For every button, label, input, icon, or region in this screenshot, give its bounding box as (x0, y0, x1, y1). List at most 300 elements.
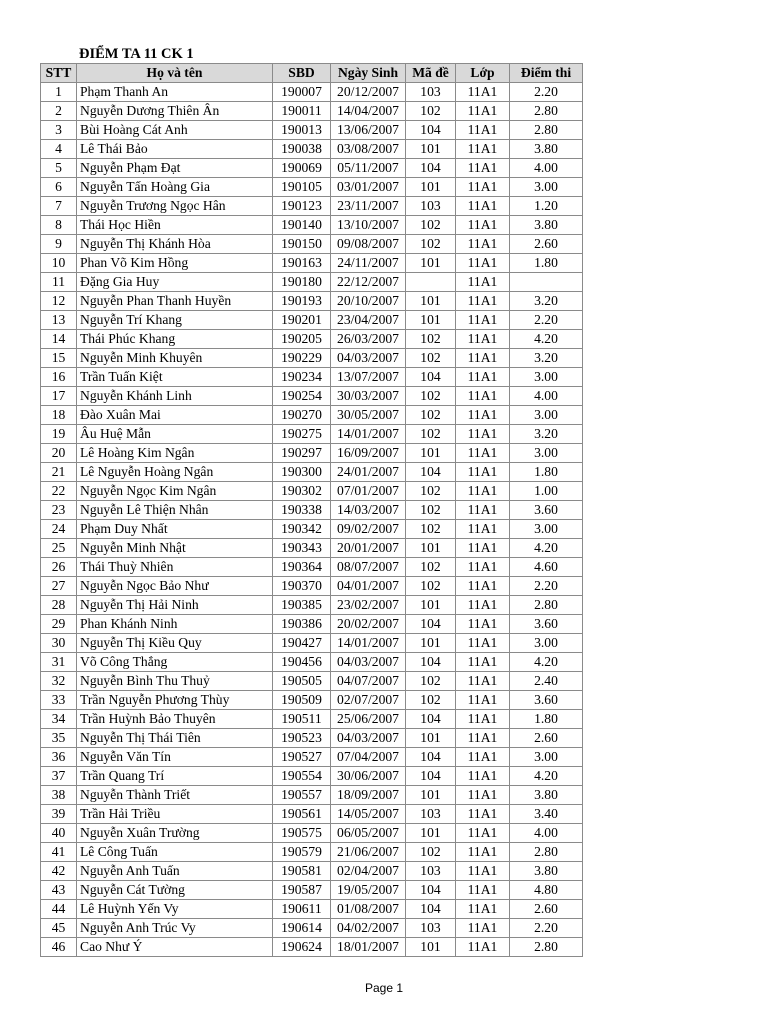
name-cell: Âu Huệ Mẫn (77, 425, 273, 444)
name-cell: Phạm Duy Nhất (77, 520, 273, 539)
birthdate-cell: 25/06/2007 (331, 710, 406, 729)
birthdate-cell: 19/05/2007 (331, 881, 406, 900)
sbd-cell: 190614 (273, 919, 331, 938)
score-cell: 2.80 (510, 121, 583, 140)
stt-cell: 30 (41, 634, 77, 653)
score-cell: 3.60 (510, 691, 583, 710)
birthdate-cell: 03/08/2007 (331, 140, 406, 159)
sbd-cell: 190205 (273, 330, 331, 349)
class-cell: 11A1 (456, 254, 510, 273)
name-cell: Trần Huỳnh Bảo Thuyên (77, 710, 273, 729)
header-exam-code: Mã đề (406, 64, 456, 83)
sbd-cell: 190364 (273, 558, 331, 577)
sbd-cell: 190302 (273, 482, 331, 501)
score-cell: 1.80 (510, 463, 583, 482)
name-cell: Trần Tuấn Kiệt (77, 368, 273, 387)
sbd-cell: 190505 (273, 672, 331, 691)
score-cell: 2.80 (510, 843, 583, 862)
stt-cell: 1 (41, 83, 77, 102)
birthdate-cell: 04/01/2007 (331, 577, 406, 596)
exam-code-cell: 104 (406, 159, 456, 178)
sbd-cell: 190201 (273, 311, 331, 330)
class-cell: 11A1 (456, 83, 510, 102)
birthdate-cell: 30/06/2007 (331, 767, 406, 786)
score-cell: 2.60 (510, 729, 583, 748)
score-cell: 2.20 (510, 311, 583, 330)
table-row (41, 425, 583, 444)
stt-cell: 3 (41, 121, 77, 140)
class-cell: 11A1 (456, 121, 510, 140)
score-cell: 2.80 (510, 938, 583, 957)
class-cell: 11A1 (456, 406, 510, 425)
class-cell: 11A1 (456, 159, 510, 178)
score-cell: 4.60 (510, 558, 583, 577)
stt-cell: 21 (41, 463, 77, 482)
stt-cell: 12 (41, 292, 77, 311)
class-cell: 11A1 (456, 387, 510, 406)
sbd-cell: 190581 (273, 862, 331, 881)
exam-code-cell: 102 (406, 672, 456, 691)
score-cell: 3.80 (510, 140, 583, 159)
table-row (41, 843, 583, 862)
stt-cell: 41 (41, 843, 77, 862)
stt-cell: 13 (41, 311, 77, 330)
sbd-cell: 190523 (273, 729, 331, 748)
score-cell: 1.80 (510, 254, 583, 273)
birthdate-cell: 30/05/2007 (331, 406, 406, 425)
table-row (41, 862, 583, 881)
birthdate-cell: 23/11/2007 (331, 197, 406, 216)
stt-cell: 15 (41, 349, 77, 368)
name-cell: Nguyễn Trí Khang (77, 311, 273, 330)
class-cell: 11A1 (456, 178, 510, 197)
stt-cell: 6 (41, 178, 77, 197)
name-cell: Võ Công Thắng (77, 653, 273, 672)
stt-cell: 10 (41, 254, 77, 273)
table-row (41, 330, 583, 349)
birthdate-cell: 03/01/2007 (331, 178, 406, 197)
name-cell: Lê Hoàng Kim Ngân (77, 444, 273, 463)
score-cell: 3.20 (510, 292, 583, 311)
table-row (41, 577, 583, 596)
stt-cell: 46 (41, 938, 77, 957)
exam-code-cell: 101 (406, 292, 456, 311)
exam-code-cell: 101 (406, 596, 456, 615)
name-cell: Nguyễn Phan Thanh Huyền (77, 292, 273, 311)
stt-cell: 42 (41, 862, 77, 881)
stt-cell: 9 (41, 235, 77, 254)
header-name: Họ và tên (77, 64, 273, 83)
exam-code-cell: 104 (406, 615, 456, 634)
class-cell: 11A1 (456, 634, 510, 653)
class-cell: 11A1 (456, 235, 510, 254)
stt-cell: 36 (41, 748, 77, 767)
table-row (41, 406, 583, 425)
header-class: Lớp (456, 64, 510, 83)
table-row (41, 159, 583, 178)
class-cell: 11A1 (456, 368, 510, 387)
table-row (41, 672, 583, 691)
stt-cell: 34 (41, 710, 77, 729)
birthdate-cell: 14/04/2007 (331, 102, 406, 121)
sbd-cell: 190150 (273, 235, 331, 254)
table-row (41, 349, 583, 368)
class-cell: 11A1 (456, 729, 510, 748)
score-cell: 3.00 (510, 748, 583, 767)
score-cell: 2.20 (510, 83, 583, 102)
stt-cell: 22 (41, 482, 77, 501)
table-row (41, 634, 583, 653)
exam-code-cell: 102 (406, 425, 456, 444)
sbd-cell: 190038 (273, 140, 331, 159)
sbd-cell: 190511 (273, 710, 331, 729)
stt-cell: 7 (41, 197, 77, 216)
name-cell: Cao Như Ý (77, 938, 273, 957)
score-cell: 3.80 (510, 862, 583, 881)
table-row (41, 539, 583, 558)
name-cell: Nguyễn Thị Kiều Quy (77, 634, 273, 653)
exam-code-cell: 104 (406, 653, 456, 672)
birthdate-cell: 04/03/2007 (331, 349, 406, 368)
exam-code-cell: 104 (406, 463, 456, 482)
table-row (41, 292, 583, 311)
sbd-cell: 190587 (273, 881, 331, 900)
name-cell: Nguyễn Thị Hải Ninh (77, 596, 273, 615)
table-row (41, 520, 583, 539)
birthdate-cell: 23/04/2007 (331, 311, 406, 330)
table-row (41, 235, 583, 254)
exam-code-cell: 102 (406, 482, 456, 501)
birthdate-cell: 07/04/2007 (331, 748, 406, 767)
table-row (41, 501, 583, 520)
class-cell: 11A1 (456, 140, 510, 159)
birthdate-cell: 20/01/2007 (331, 539, 406, 558)
stt-cell: 29 (41, 615, 77, 634)
name-cell: Phan Võ Kim Hồng (77, 254, 273, 273)
exam-code-cell: 101 (406, 729, 456, 748)
sbd-cell: 190069 (273, 159, 331, 178)
class-cell: 11A1 (456, 311, 510, 330)
stt-cell: 18 (41, 406, 77, 425)
score-cell: 4.80 (510, 881, 583, 900)
sbd-cell: 190007 (273, 83, 331, 102)
birthdate-cell: 13/10/2007 (331, 216, 406, 235)
exam-code-cell: 102 (406, 349, 456, 368)
name-cell: Lê Nguyễn Hoàng Ngân (77, 463, 273, 482)
class-cell: 11A1 (456, 805, 510, 824)
table-row (41, 463, 583, 482)
exam-code-cell: 103 (406, 197, 456, 216)
score-cell: 3.20 (510, 425, 583, 444)
table-row (41, 881, 583, 900)
name-cell: Nguyễn Bình Thu Thuỷ (77, 672, 273, 691)
sbd-cell: 190527 (273, 748, 331, 767)
sbd-cell: 190229 (273, 349, 331, 368)
stt-cell: 14 (41, 330, 77, 349)
sbd-cell: 190342 (273, 520, 331, 539)
exam-code-cell: 104 (406, 881, 456, 900)
header-stt: STT (41, 64, 77, 83)
sbd-cell: 190611 (273, 900, 331, 919)
class-cell: 11A1 (456, 216, 510, 235)
table-row (41, 197, 583, 216)
score-cell: 3.80 (510, 216, 583, 235)
exam-code-cell: 101 (406, 824, 456, 843)
exam-code-cell: 101 (406, 938, 456, 957)
sbd-cell: 190275 (273, 425, 331, 444)
name-cell: Nguyễn Xuân Trường (77, 824, 273, 843)
sbd-cell: 190123 (273, 197, 331, 216)
exam-code-cell (406, 273, 456, 292)
exam-code-cell: 101 (406, 140, 456, 159)
name-cell: Trần Hải Triều (77, 805, 273, 824)
exam-code-cell: 101 (406, 178, 456, 197)
stt-cell: 35 (41, 729, 77, 748)
score-cell: 3.00 (510, 520, 583, 539)
class-cell: 11A1 (456, 596, 510, 615)
class-cell: 11A1 (456, 444, 510, 463)
score-cell: 3.60 (510, 501, 583, 520)
stt-cell: 37 (41, 767, 77, 786)
sbd-cell: 190343 (273, 539, 331, 558)
sbd-cell: 190180 (273, 273, 331, 292)
stt-cell: 17 (41, 387, 77, 406)
stt-cell: 24 (41, 520, 77, 539)
table-row (41, 938, 583, 957)
exam-code-cell: 101 (406, 786, 456, 805)
class-cell: 11A1 (456, 482, 510, 501)
table-row (41, 824, 583, 843)
table-row (41, 710, 583, 729)
table-row (41, 653, 583, 672)
sbd-cell: 190193 (273, 292, 331, 311)
birthdate-cell: 24/01/2007 (331, 463, 406, 482)
birthdate-cell: 04/03/2007 (331, 729, 406, 748)
table-row (41, 140, 583, 159)
stt-cell: 11 (41, 273, 77, 292)
header-row (41, 64, 583, 83)
class-cell: 11A1 (456, 615, 510, 634)
header-sbd: SBD (273, 64, 331, 83)
birthdate-cell: 05/11/2007 (331, 159, 406, 178)
class-cell: 11A1 (456, 843, 510, 862)
name-cell: Nguyễn Cát Tường (77, 881, 273, 900)
header-score: Điểm thi (510, 64, 583, 83)
stt-cell: 39 (41, 805, 77, 824)
exam-code-cell: 103 (406, 919, 456, 938)
birthdate-cell: 20/02/2007 (331, 615, 406, 634)
score-cell: 1.20 (510, 197, 583, 216)
sbd-cell: 190386 (273, 615, 331, 634)
sbd-cell: 190427 (273, 634, 331, 653)
table-row (41, 919, 583, 938)
score-cell: 3.00 (510, 406, 583, 425)
sbd-cell: 190509 (273, 691, 331, 710)
score-cell: 2.20 (510, 919, 583, 938)
stt-cell: 45 (41, 919, 77, 938)
class-cell: 11A1 (456, 539, 510, 558)
exam-code-cell: 101 (406, 444, 456, 463)
score-cell: 4.20 (510, 653, 583, 672)
exam-code-cell: 102 (406, 843, 456, 862)
name-cell: Lê Huỳnh Yến Vy (77, 900, 273, 919)
score-cell: 4.20 (510, 767, 583, 786)
sbd-cell: 190013 (273, 121, 331, 140)
stt-cell: 4 (41, 140, 77, 159)
score-cell: 3.40 (510, 805, 583, 824)
stt-cell: 19 (41, 425, 77, 444)
name-cell: Lê Thái Bảo (77, 140, 273, 159)
birthdate-cell: 20/10/2007 (331, 292, 406, 311)
class-cell: 11A1 (456, 102, 510, 121)
exam-code-cell: 102 (406, 330, 456, 349)
class-cell: 11A1 (456, 577, 510, 596)
birthdate-cell: 14/01/2007 (331, 634, 406, 653)
name-cell: Nguyễn Dương Thiên Ân (77, 102, 273, 121)
sbd-cell: 190370 (273, 577, 331, 596)
birthdate-cell: 26/03/2007 (331, 330, 406, 349)
name-cell: Lê Công Tuấn (77, 843, 273, 862)
exam-code-cell: 102 (406, 577, 456, 596)
sbd-cell: 190254 (273, 387, 331, 406)
sbd-cell: 190579 (273, 843, 331, 862)
name-cell: Nguyễn Thị Khánh Hòa (77, 235, 273, 254)
score-cell: 2.20 (510, 577, 583, 596)
score-cell: 2.60 (510, 900, 583, 919)
birthdate-cell: 06/05/2007 (331, 824, 406, 843)
class-cell: 11A1 (456, 748, 510, 767)
table-row (41, 444, 583, 463)
stt-cell: 32 (41, 672, 77, 691)
exam-code-cell: 101 (406, 254, 456, 273)
sbd-cell: 190163 (273, 254, 331, 273)
name-cell: Nguyễn Minh Khuyên (77, 349, 273, 368)
class-cell: 11A1 (456, 197, 510, 216)
stt-cell: 33 (41, 691, 77, 710)
birthdate-cell: 01/08/2007 (331, 900, 406, 919)
exam-code-cell: 103 (406, 83, 456, 102)
stt-cell: 20 (41, 444, 77, 463)
sbd-cell: 190234 (273, 368, 331, 387)
score-cell: 3.00 (510, 178, 583, 197)
birthdate-cell: 24/11/2007 (331, 254, 406, 273)
table-body (41, 83, 583, 957)
score-cell: 3.00 (510, 368, 583, 387)
table-row (41, 596, 583, 615)
class-cell: 11A1 (456, 349, 510, 368)
class-cell: 11A1 (456, 520, 510, 539)
table-row (41, 805, 583, 824)
table-row (41, 83, 583, 102)
exam-code-cell: 104 (406, 748, 456, 767)
birthdate-cell: 16/09/2007 (331, 444, 406, 463)
name-cell: Nguyễn Lê Thiện Nhân (77, 501, 273, 520)
score-table (40, 63, 583, 957)
sbd-cell: 190011 (273, 102, 331, 121)
table-row (41, 748, 583, 767)
name-cell: Nguyễn Thành Triết (77, 786, 273, 805)
stt-cell: 44 (41, 900, 77, 919)
sbd-cell: 190624 (273, 938, 331, 957)
class-cell: 11A1 (456, 558, 510, 577)
sbd-cell: 190105 (273, 178, 331, 197)
class-cell: 11A1 (456, 824, 510, 843)
sbd-cell: 190554 (273, 767, 331, 786)
name-cell: Nguyễn Tấn Hoàng Gia (77, 178, 273, 197)
birthdate-cell: 09/02/2007 (331, 520, 406, 539)
birthdate-cell: 22/12/2007 (331, 273, 406, 292)
birthdate-cell: 21/06/2007 (331, 843, 406, 862)
stt-cell: 26 (41, 558, 77, 577)
birthdate-cell: 23/02/2007 (331, 596, 406, 615)
class-cell: 11A1 (456, 653, 510, 672)
score-cell: 3.80 (510, 786, 583, 805)
birthdate-cell: 14/05/2007 (331, 805, 406, 824)
exam-code-cell: 102 (406, 691, 456, 710)
name-cell: Trần Nguyễn Phương Thùy (77, 691, 273, 710)
birthdate-cell: 30/03/2007 (331, 387, 406, 406)
table-row (41, 558, 583, 577)
score-cell: 2.80 (510, 596, 583, 615)
score-cell: 3.00 (510, 634, 583, 653)
birthdate-cell: 04/07/2007 (331, 672, 406, 691)
birthdate-cell: 14/01/2007 (331, 425, 406, 444)
table-row (41, 178, 583, 197)
score-cell: 4.20 (510, 539, 583, 558)
class-cell: 11A1 (456, 501, 510, 520)
stt-cell: 40 (41, 824, 77, 843)
sbd-cell: 190575 (273, 824, 331, 843)
score-cell: 1.80 (510, 710, 583, 729)
name-cell: Nguyễn Anh Trúc Vy (77, 919, 273, 938)
exam-code-cell: 104 (406, 368, 456, 387)
exam-code-cell: 102 (406, 216, 456, 235)
table-row (41, 786, 583, 805)
score-cell: 1.00 (510, 482, 583, 501)
score-cell: 3.00 (510, 444, 583, 463)
name-cell: Nguyễn Anh Tuấn (77, 862, 273, 881)
name-cell: Nguyễn Phạm Đạt (77, 159, 273, 178)
birthdate-cell: 18/09/2007 (331, 786, 406, 805)
stt-cell: 2 (41, 102, 77, 121)
class-cell: 11A1 (456, 292, 510, 311)
exam-code-cell: 102 (406, 520, 456, 539)
page-title: ĐIỂM TA 11 CK 1 (79, 46, 194, 62)
class-cell: 11A1 (456, 330, 510, 349)
class-cell: 11A1 (456, 786, 510, 805)
table-row (41, 691, 583, 710)
sbd-cell: 190140 (273, 216, 331, 235)
class-cell: 11A1 (456, 862, 510, 881)
birthdate-cell: 14/03/2007 (331, 501, 406, 520)
page-number: Page 1 (364, 981, 404, 995)
birthdate-cell: 13/06/2007 (331, 121, 406, 140)
name-cell: Nguyễn Khánh Linh (77, 387, 273, 406)
exam-code-cell: 104 (406, 121, 456, 140)
table-row (41, 102, 583, 121)
birthdate-cell: 09/08/2007 (331, 235, 406, 254)
score-cell: 4.20 (510, 330, 583, 349)
name-cell: Nguyễn Văn Tín (77, 748, 273, 767)
exam-code-cell: 103 (406, 862, 456, 881)
table-row (41, 387, 583, 406)
class-cell: 11A1 (456, 900, 510, 919)
birthdate-cell: 20/12/2007 (331, 83, 406, 102)
name-cell: Thái Phúc Khang (77, 330, 273, 349)
birthdate-cell: 04/02/2007 (331, 919, 406, 938)
name-cell: Phạm Thanh An (77, 83, 273, 102)
name-cell: Nguyễn Ngọc Kim Ngân (77, 482, 273, 501)
